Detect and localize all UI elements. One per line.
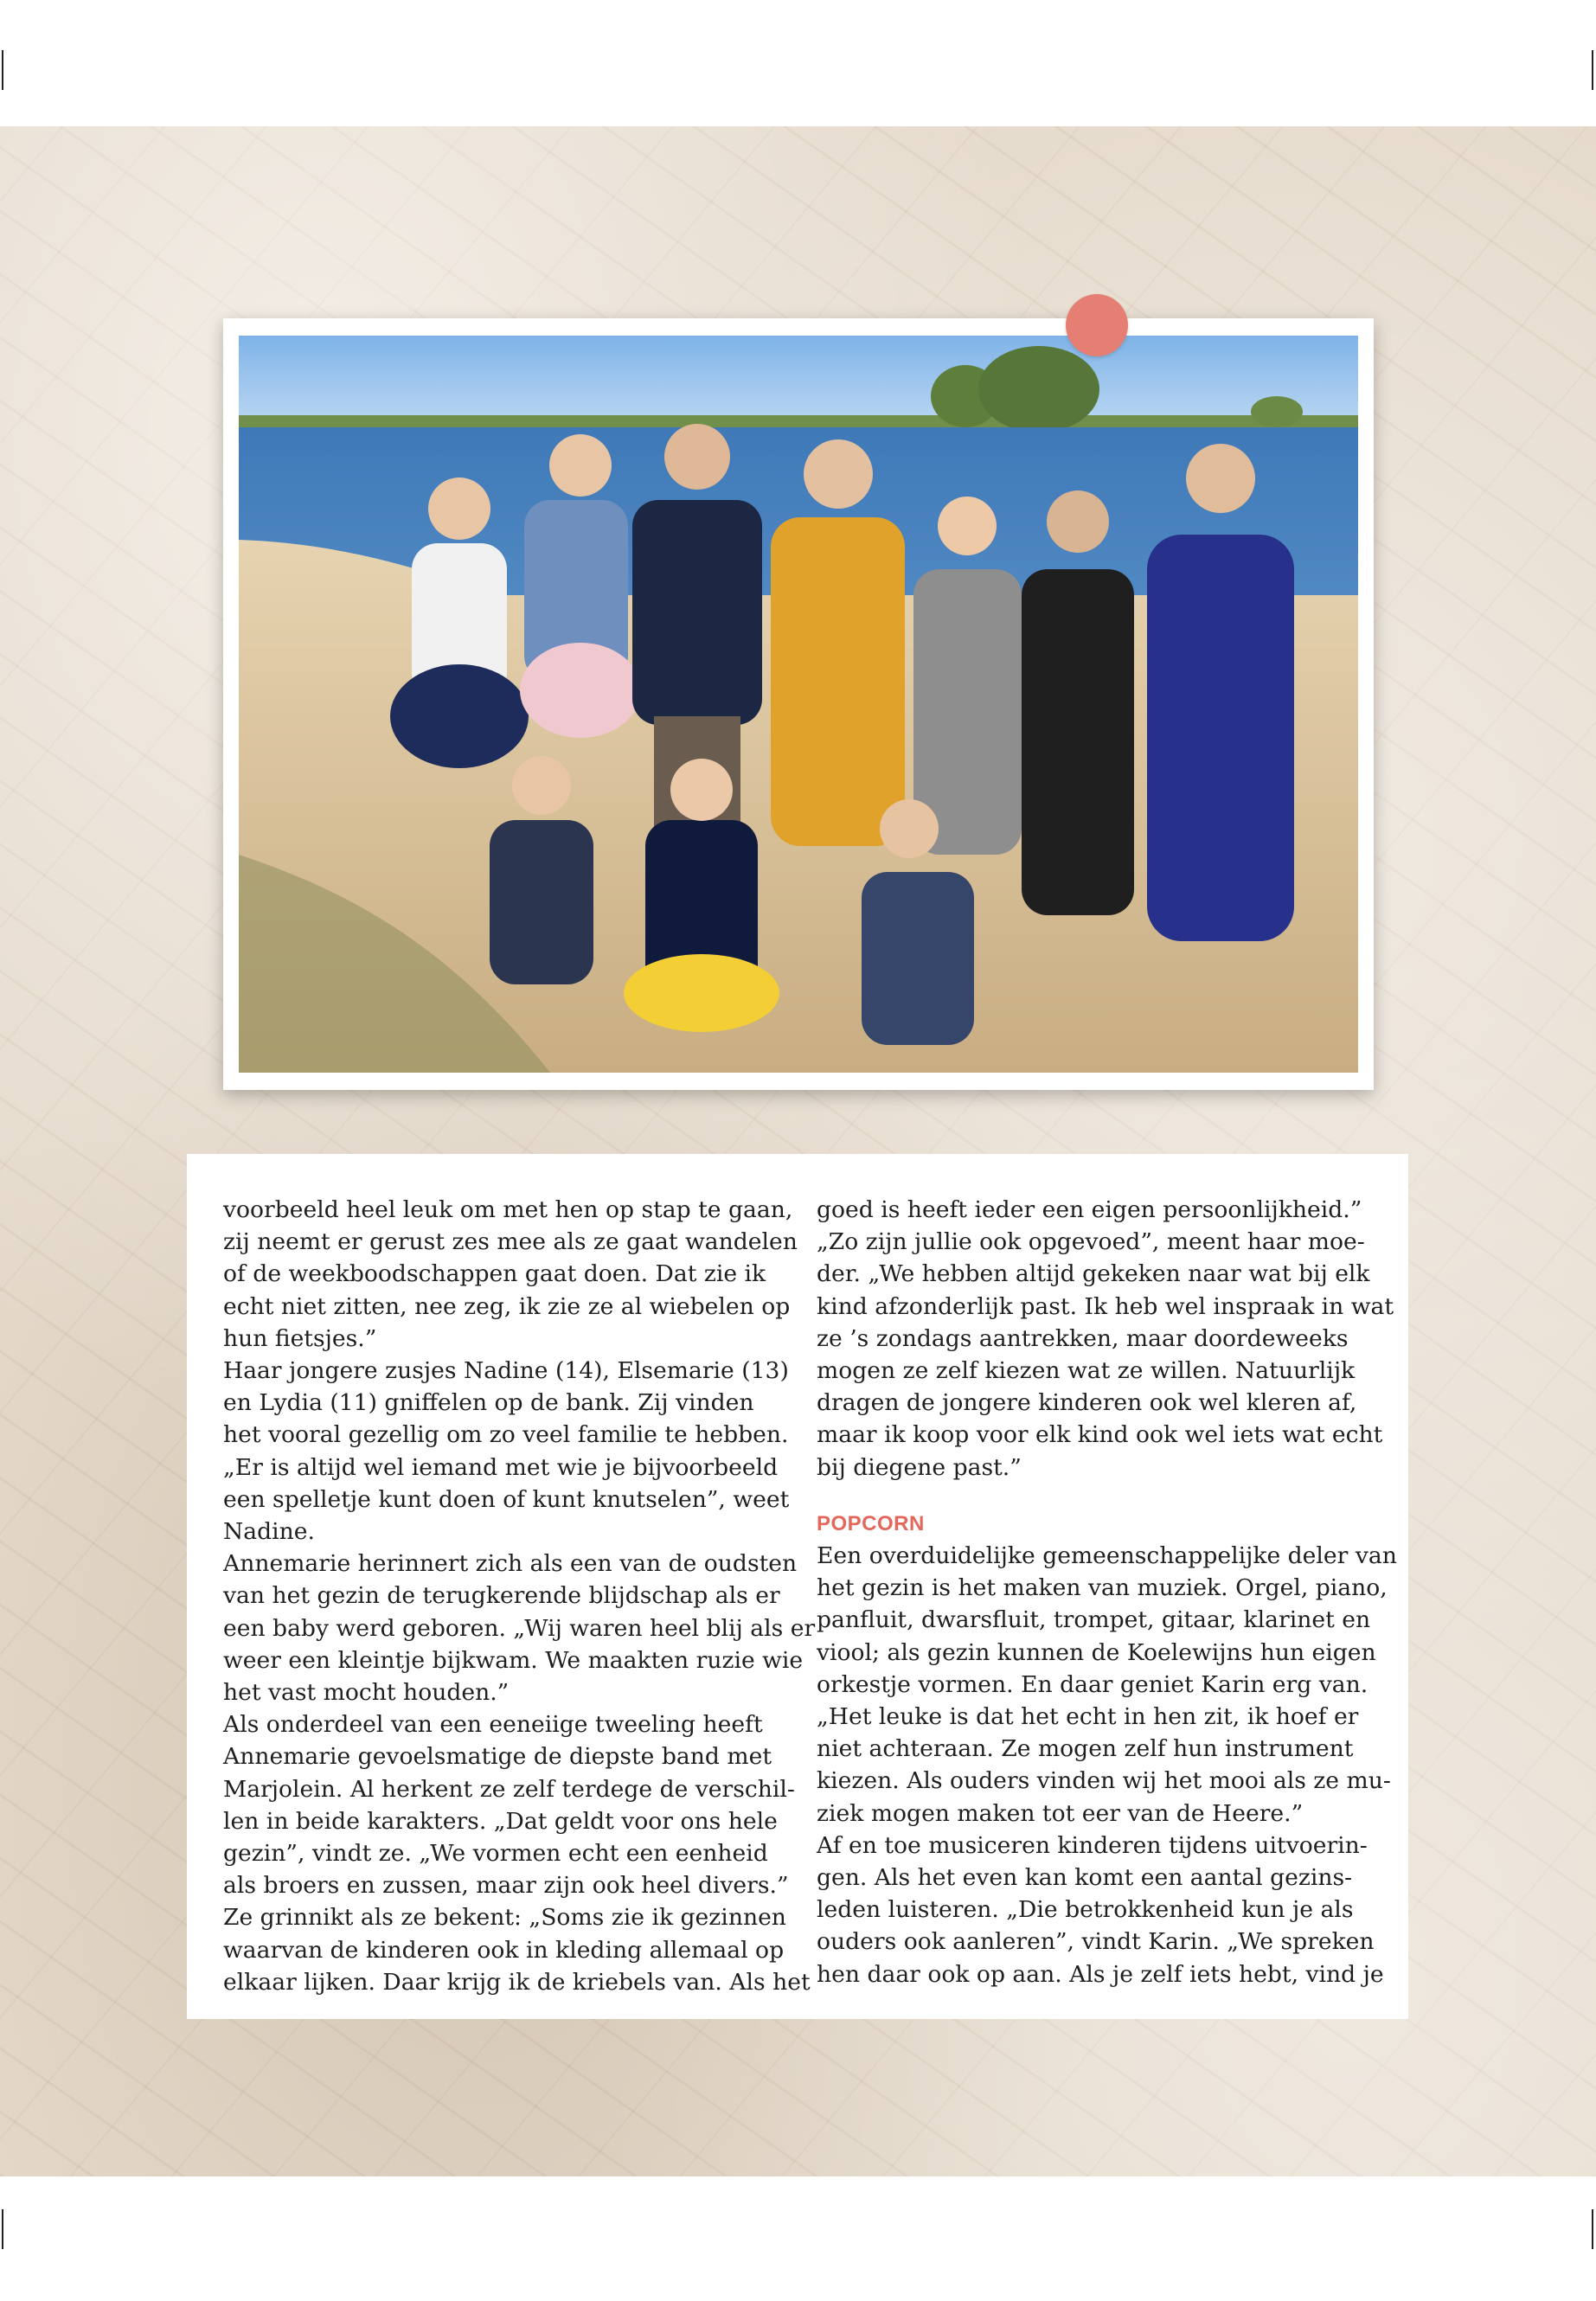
article-column-left bbox=[223, 1194, 816, 1998]
text-line: len in beide karakters. „Dat geldt voor ons hele bbox=[223, 1807, 778, 1835]
crop-mark-bottom-left bbox=[2, 2209, 3, 2249]
text-line: het vast mocht houden.” bbox=[223, 1679, 510, 1707]
text-line: viool; als gezin kunnen de Koelewijns hun eigen bbox=[817, 1638, 1376, 1666]
text-line: echt niet zitten, nee zeg, ik zie ze al wiebelen op bbox=[223, 1292, 791, 1320]
photo-frame bbox=[223, 318, 1374, 1090]
text-line: bij diegene past.” bbox=[817, 1453, 1022, 1481]
text-line: gezin”, vindt ze. „We vormen echt een eenheid bbox=[223, 1840, 768, 1868]
text-line: het vooral gezellig om zo veel familie te hebben. bbox=[223, 1421, 789, 1449]
pin-dot bbox=[1066, 294, 1128, 356]
crop-mark-bottom-right bbox=[1592, 2209, 1593, 2249]
text-line: hun fietsjes.” bbox=[223, 1324, 377, 1352]
text-line: leden luisteren. „Die betrokkenheid kun je als bbox=[817, 1896, 1354, 1924]
article-column-right bbox=[817, 1194, 1397, 1990]
text-line: Als onderdeel van een eeneiige tweeling heeft bbox=[223, 1711, 763, 1739]
text-line: weer een kleintje bijkwam. We maakten ruzie wie bbox=[223, 1646, 804, 1674]
text-line: hen daar ook op aan. Als je zelf iets hebt, vind je bbox=[817, 1960, 1384, 1988]
text-line: ouders ook aanleren”, vindt Karin. „We spreken bbox=[817, 1928, 1375, 1956]
family-photo-illustration bbox=[239, 336, 1358, 1073]
text-line: Af en toe musiceren kinderen tijdens uitvoerin- bbox=[817, 1831, 1368, 1859]
text-line: Marjolein. Al herkent ze zelf terdege de verschil- bbox=[223, 1775, 795, 1803]
text-line: Annemarie gevoelsmatige de diepste band met bbox=[223, 1743, 772, 1771]
text-line: een baby werd geboren. „Wij waren heel blij als er bbox=[223, 1614, 816, 1642]
family-photo bbox=[239, 336, 1358, 1073]
text-line: en Lydia (11) gniffelen op de bank. Zij vinden bbox=[223, 1389, 754, 1417]
text-line: kind afzonderlijk past. Ik heb wel inspraak in wat bbox=[817, 1292, 1394, 1320]
text-line: mogen ze zelf kiezen wat ze willen. Natuurlijk bbox=[817, 1357, 1356, 1385]
text-line: het gezin is het maken van muziek. Orgel, piano, bbox=[817, 1574, 1388, 1602]
text-line: maar ik koop voor elk kind ook wel iets wat echt bbox=[817, 1421, 1383, 1449]
text-line: der. „We hebben altijd gekeken naar wat bij elk bbox=[817, 1260, 1370, 1288]
text-line: Ze grinnikt als ze bekent: „Soms zie ik gezinnen bbox=[223, 1904, 786, 1932]
crop-mark-top-right bbox=[1592, 50, 1593, 90]
text-line: „Er is altijd wel iemand met wie je bijvoorbeeld bbox=[223, 1453, 779, 1481]
text-line: van het gezin de terugkerende blijdschap als er bbox=[223, 1582, 780, 1610]
text-line: waarvan de kinderen ook in kleding allemaal op bbox=[223, 1936, 785, 1964]
text-line: Een overduidelijke gemeenschappelijke deler van bbox=[817, 1542, 1397, 1570]
text-line: Annemarie herinnert zich als een van de oudsten bbox=[223, 1550, 798, 1578]
crop-mark-top-left bbox=[2, 50, 3, 90]
text-line: dragen de jongere kinderen ook wel kleren af, bbox=[817, 1389, 1357, 1417]
text-line: „Zo zijn jullie ook opgevoed”, meent haar moe- bbox=[817, 1228, 1365, 1256]
text-line: voorbeeld heel leuk om met hen op stap te gaan, bbox=[223, 1196, 793, 1223]
text-line: elkaar lijken. Daar krijg ik de kriebels van. Als het bbox=[223, 1968, 811, 1996]
text-line: panfluit, dwarsfluit, trompet, gitaar, klarinet en bbox=[817, 1606, 1371, 1634]
text-line: „Het leuke is dat het echt in hen zit, ik hoef er bbox=[817, 1703, 1359, 1731]
text-line: ze ’s zondags aantrekken, maar doordeweeks bbox=[817, 1324, 1349, 1352]
article-text-box bbox=[187, 1154, 1408, 2019]
text-line: een spelletje kunt doen of kunt knutselen”, weet bbox=[223, 1485, 790, 1513]
text-line: zij neemt er gerust zes mee als ze gaat wandelen bbox=[223, 1228, 798, 1256]
text-line: Haar jongere zusjes Nadine (14), Elsemarie (13) bbox=[223, 1357, 789, 1385]
text-line: goed is heeft ieder een eigen persoonlijkheid.” bbox=[817, 1196, 1362, 1223]
text-line: orkestje vormen. En daar geniet Karin erg van. bbox=[817, 1670, 1368, 1698]
text-line: gen. Als het even kan komt een aantal gezins- bbox=[817, 1864, 1353, 1892]
text-line: niet achteraan. Ze mogen zelf hun instrument bbox=[817, 1735, 1354, 1763]
text-line: of de weekboodschappen gaat doen. Dat zie ik bbox=[223, 1260, 766, 1288]
text-line: ziek mogen maken tot eer van de Heere.” bbox=[817, 1799, 1304, 1827]
text-line: Nadine. bbox=[223, 1518, 315, 1546]
text-line: als broers en zussen, maar zijn ook heel divers.” bbox=[223, 1872, 789, 1900]
section-heading: POPCORN bbox=[817, 1511, 925, 1535]
text-line: kiezen. Als ouders vinden wij het mooi als ze mu- bbox=[817, 1767, 1391, 1795]
